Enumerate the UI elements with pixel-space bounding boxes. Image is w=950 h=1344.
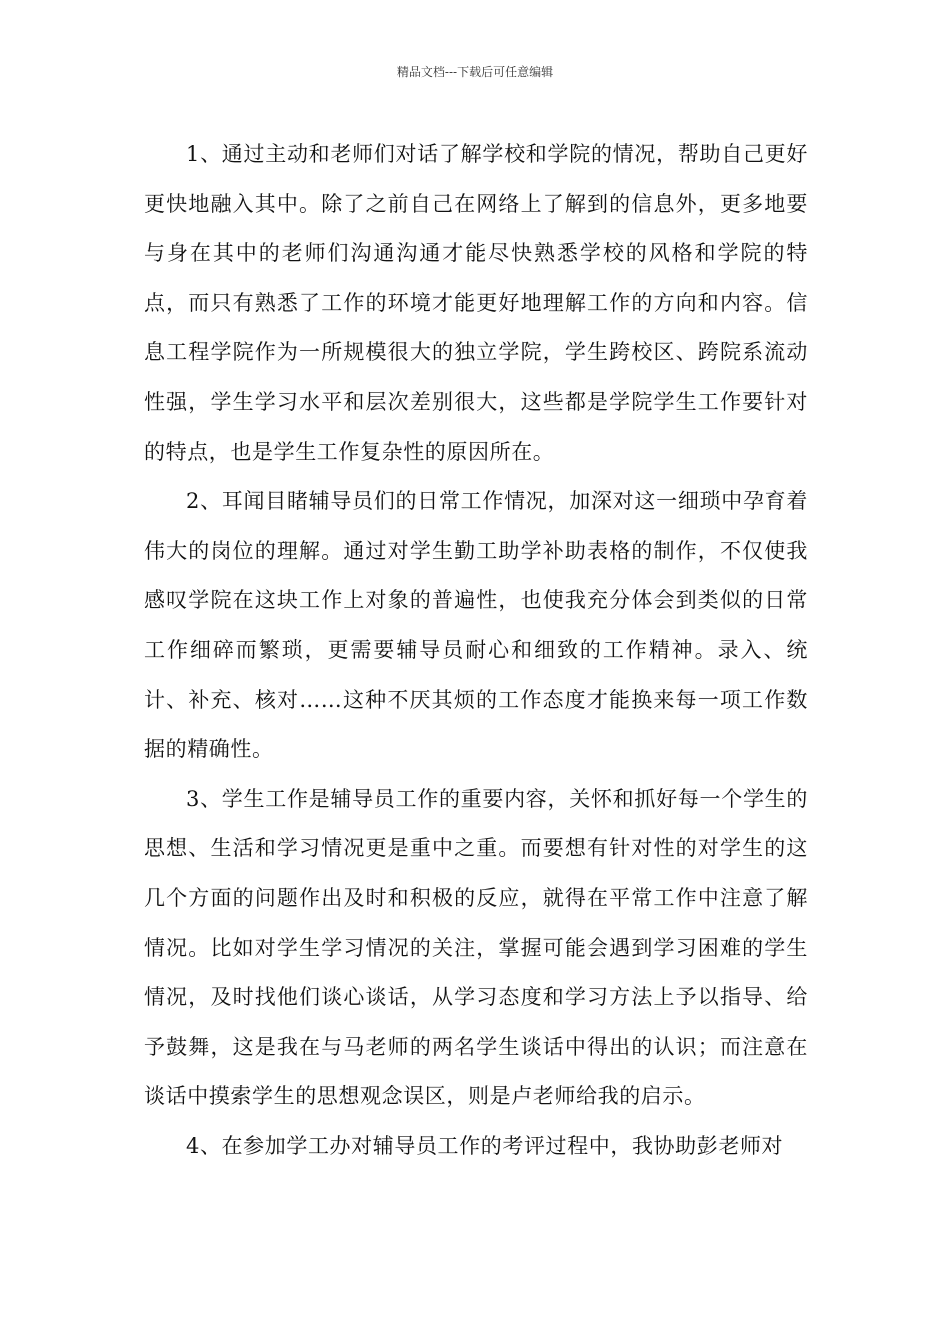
paragraph-1: 1、通过主动和老师们对话了解学校和学院的情况，帮助自己更好更快地融入其中。除了之前自己在网络上了解到的信息外，更多地要与身在其中的老师们沟通沟通才能尽快熟悉学校的风格和学院的特点，而只有熟悉了工作的环境才能更好地理解工作的方向和内容。信息工程学院作为一所规模很大的独立学院，学生跨校区、跨院系流动性强，学生学习水平和层次差别很大，这些都是学院学生工作要针对的特点，也是学生工作复杂性的原因所在。 [144,142,808,464]
paragraph-3: 3、学生工作是辅导员工作的重要内容，关怀和抓好每一个学生的思想、生活和学习情况更是重中之重。而要想有针对性的对学生的这几个方面的问题作出及时和积极的反应，就得在平常工作中注意了解情况。比如对学生学习情况的关注，掌握可能会遇到学习困难的学生情况，及时找他们谈心谈话，从学习态度和学习方法上予以指导、给予鼓舞，这是我在与马老师的两名学生谈话中得出的认识；而注意在谈话中摸索学生的思想观念误区，则是卢老师给我的启示。 [144,786,808,1109]
paragraph-2: 2、耳闻目睹辅导员们的日常工作情况，加深对这一细琐中孕育着伟大的岗位的理解。通过对学生勤工助学补助表格的制作，不仅使我感叹学院在这块工作上对象的普遍性，也使我充分体会到类似的日常工作细碎而繁琐，更需要辅导员耐心和细致的工作精神。录入、统计、补充、核对……这种不厌其烦的工作态度才能换来每一项工作数据的精确性。 [144,489,808,762]
document-body [144,130,808,1171]
paragraph-4: 4、在参加学工办对辅导员工作的考评过程中，我协助彭老师对 [186,1133,784,1158]
page-header: 精品文档---下载后可任意编辑 [396,65,554,79]
